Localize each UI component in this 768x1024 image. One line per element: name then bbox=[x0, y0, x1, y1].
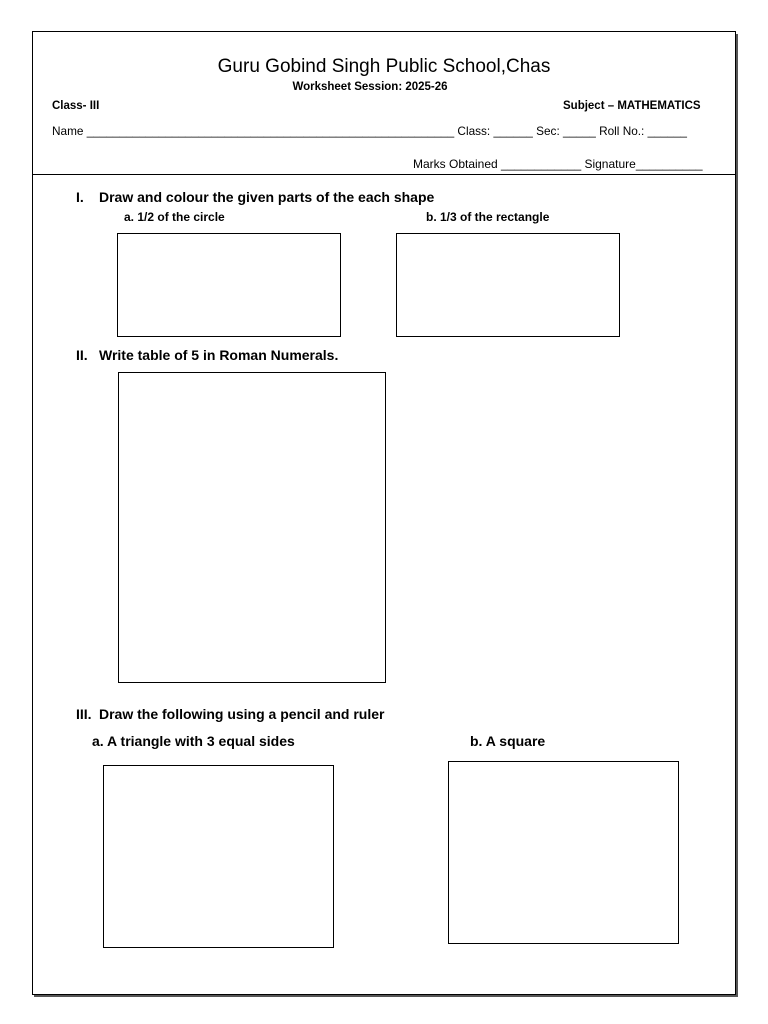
question-3b-label: b. A square bbox=[470, 733, 546, 749]
question-1-number: I. bbox=[76, 189, 84, 205]
answer-box-circle[interactable] bbox=[117, 233, 341, 337]
marks-signature-line[interactable]: Marks Obtained ____________ Signature__________ bbox=[413, 157, 703, 171]
question-1a-label: a. 1/2 of the circle bbox=[124, 210, 225, 224]
question-3-number: III. bbox=[76, 706, 92, 722]
answer-box-triangle[interactable] bbox=[103, 765, 334, 948]
question-1-text: Draw and colour the given parts of the each shape bbox=[99, 189, 435, 205]
header-divider bbox=[32, 174, 736, 175]
answer-box-rectangle[interactable] bbox=[396, 233, 620, 337]
subject-label: Subject – MATHEMATICS bbox=[563, 100, 701, 112]
question-1b-label: b. 1/3 of the rectangle bbox=[426, 210, 550, 224]
question-3-text: Draw the following using a pencil and ruler bbox=[99, 706, 385, 722]
school-name: Guru Gobind Singh Public School,Chas bbox=[217, 56, 551, 77]
question-2-text: Write table of 5 in Roman Numerals. bbox=[99, 347, 339, 363]
page-shadow-bottom bbox=[34, 995, 738, 997]
class-label: Class- III bbox=[52, 100, 100, 112]
question-2-number: II. bbox=[76, 347, 88, 363]
page-shadow-right bbox=[736, 34, 738, 997]
answer-box-roman-table[interactable] bbox=[118, 372, 386, 683]
question-3a-label: a. A triangle with 3 equal sides bbox=[92, 733, 295, 749]
worksheet-session: Worksheet Session: 2025-26 bbox=[292, 81, 448, 93]
answer-box-square[interactable] bbox=[448, 761, 679, 944]
student-details-line[interactable]: Name ________________________________________________________ Class: ______ Sec: _____ Roll No.: ______ bbox=[52, 124, 687, 138]
